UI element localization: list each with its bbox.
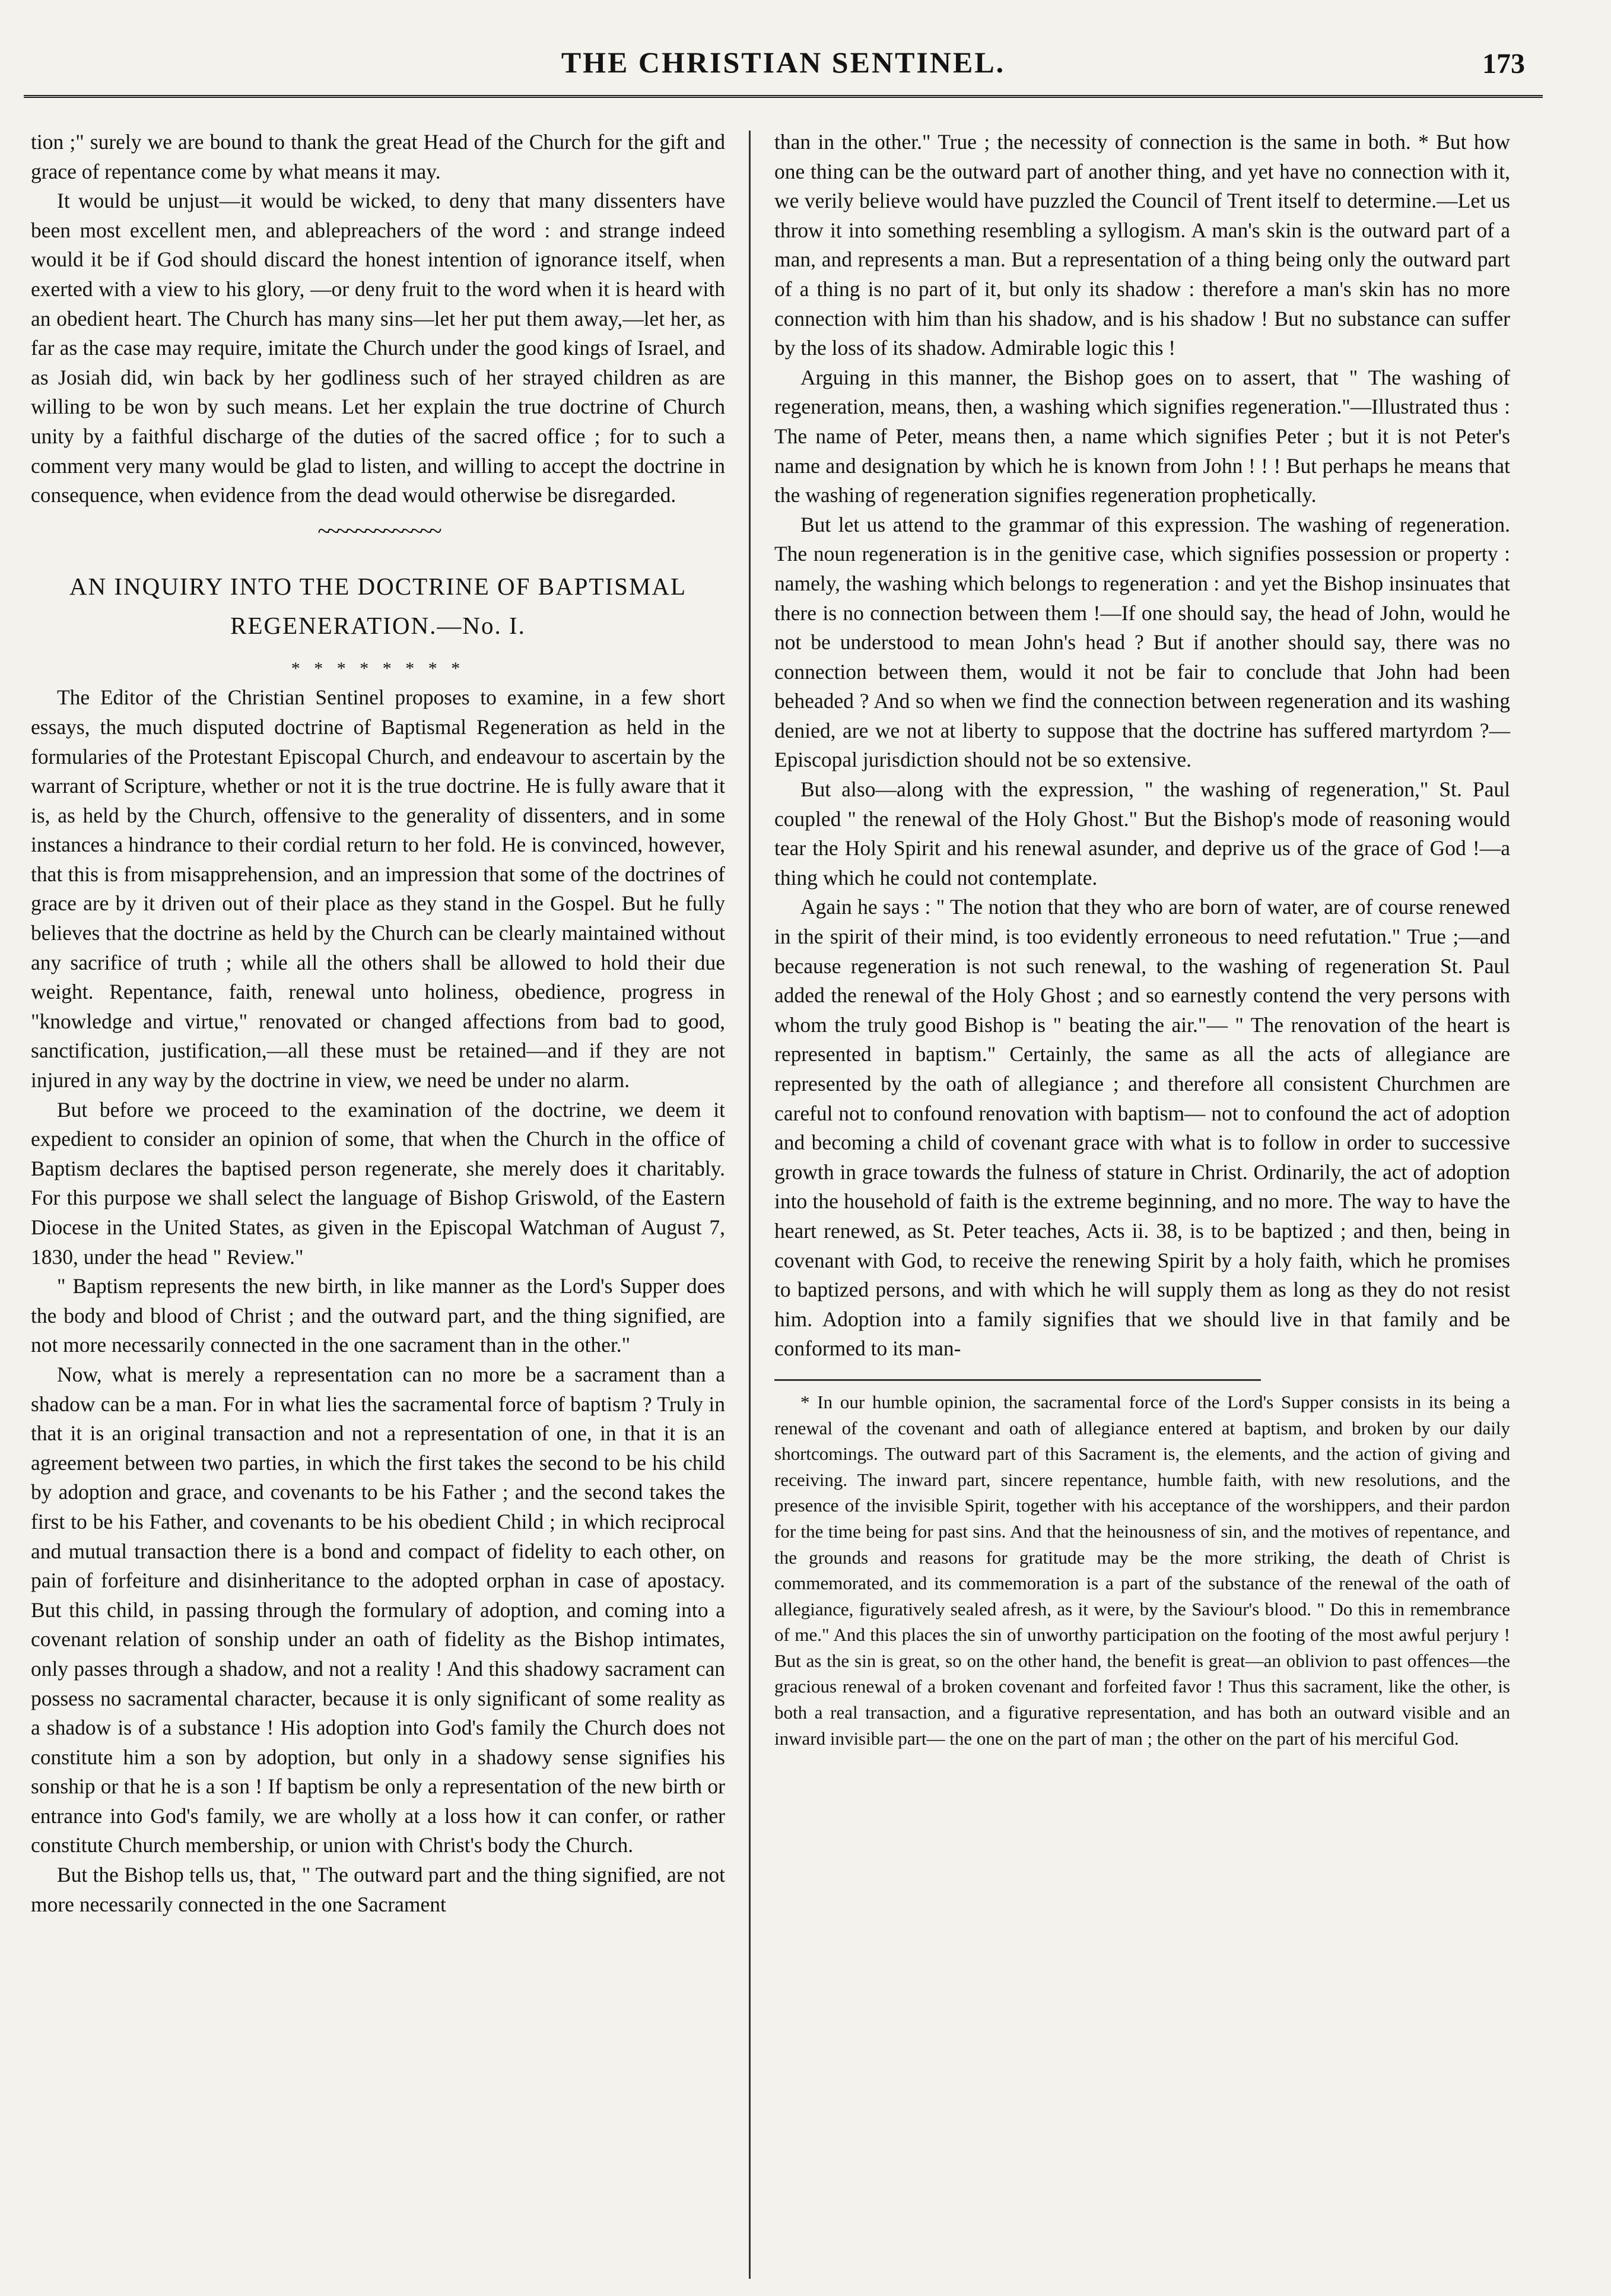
running-title: THE CHRISTIAN SENTINEL. bbox=[561, 46, 1006, 79]
paragraph: The Editor of the Christian Sentinel proposes to examine, in a few short essays, the much disputed doctrine of Baptismal Regeneration as held in the formularies of the Protestant Episcopal Church, and endeavour to ascertain by the warrant of Scripture, whether or not it is the true doctrine. He is fully aware that it is, as held by the Church, offensive to the generality of dissenters, and in some instances a hindrance to their cordial return to her fold. He is convinced, however, that this is from misapprehension, and an impression that some of the doctrines of grace are by it driven out of their place as they stand in the Gospel. But he fully believes that the doctrine as held by the Church can be clearly maintained without any sacrifice of truth ; while all the others shall be allowed to hold their due weight. Repentance, faith, renewal unto holiness, obedience, progress in "knowledge and virtue," renovated or changed affections from bad to good, sanctification, justification,—all these must be retained—and if they are not injured in any way by the doctrine in view, we need be under no alarm. bbox=[31, 685, 725, 1093]
footnote bbox=[774, 1389, 1510, 1751]
title-stars: * * * * * * * * bbox=[291, 659, 465, 679]
left-column bbox=[31, 128, 725, 2228]
section-ornament: ~~~~~~~~~~~~~ bbox=[317, 517, 439, 544]
right-column bbox=[774, 128, 1510, 2228]
paragraph: But the Bishop tells us, that, " The outward part and the thing signified, are not more necessarily connected in the one Sacrament bbox=[31, 1863, 725, 1916]
paragraph: But let us attend to the grammar of this expression. The washing of regeneration. The noun regeneration is in the genitive case, which signifies possession or property : namely, the washing which belongs to regeneration : and yet the Bishop insinuates that there is no connection between them !—If one should say, the head of John, would he not be understood to mean John's head ? But if another should say, there was no connection between them, would it not be fair to conclude that John had been beheaded ? And so when we find the connection between regeneration and its washing denied, are we not at liberty to suppose that the doctrine has suffered martyrdom ?—Episcopal jurisdiction should not be so extensive. bbox=[774, 512, 1510, 772]
page-number: 173 bbox=[1482, 48, 1525, 80]
paragraph: It would be unjust—it would be wicked, to deny that many dissenters have been most excellent men, and ablepreachers of the word : and strange indeed would it be if God should discard the honest intention of ignorance itself, when exerted with a view to his glory, —or deny fruit to the word when it is heard with an obedient heart. The Church has many sins—let her put them away,—let her, as far as the case may require, imitate the Church under the good kings of Israel, and as Josiah did, win back by her godliness such of her strayed children as are willing to be won by such means. Let her explain the true doctrine of Church unity by a faithful discharge of the duties of the sacred office ; for to such a comment very many would be glad to listen, and willing to accept the doctrine in consequence, when evidence from the dead would otherwise be disregarded. bbox=[31, 189, 725, 507]
paragraph: Now, what is merely a representation can no more be a sacrament than a shadow can be a man. For in what lies the sacramental force of baptism ? Truly in that it is an original transaction and not a representation of one, in that it is an agreement between two parties, in which the first takes the second to be his child by adoption and grace, and covenants to be his Father ; and the second takes the first to be his Father, and covenants to be his obedient Child ; in which reciprocal and mutual transaction there is a bond and compact of fidelity to each other, on pain of forfeiture and disinheritance to the adopted orphan in case of apostacy. But this child, in passing through the formulary of adoption, and coming into a covenant relation of sonship under an oath of fidelity as the Bishop intimates, only passes through a shadow, and not a reality ! And this shadowy sacrament can possess no sacramental character, because it is only significant of some reality as a shadow is of a substance ! His adoption into God's family the Church does not constitute him a son by adoption, but only in a shadowy sense signifies his sonship or that he is a son ! If baptism be only a representation of the new birth or entrance into God's family, we are wholly at a loss how it can confer, or rather constitute Church membership, or union with Christ's body the Church. bbox=[31, 1362, 725, 1857]
paragraph: Again he says : " The notion that they who are born of water, are of course renewed in the spirit of their mind, is too evidently erroneous to need refutation." True ;—and because regeneration is not such renewal, to the washing of regeneration St. Paul added the renewal of the Holy Ghost ; and so earnestly contend the very persons with whom the truly good Bishop is " beating the air."— " The renovation of the heart is represented in baptism." Certainly, the same as all the acts of allegiance are represented by the oath of allegiance ; and therefore all consistent Churchmen are careful not to confound renovation with baptism— not to confound the act of adoption and becoming a child of covenant grace with what is to follow in order to successive growth in grace towards the fulness of stature in Christ. Ordinarily, the act of adoption into the household of faith is the extreme beginning, and no more. The way to have the heart renewed, as St. Peter teaches, Acts ii. 38, is to be baptized ; and then, being in covenant with God, to receive the renewing Spirit by a holy faith, which he promises to baptized persons, and with which he will supply them as long as they do not resist him. Adoption into a family signifies that we should live in that family and be conformed to its man- bbox=[774, 895, 1510, 1361]
footnote-rule bbox=[774, 1379, 1261, 1381]
quotation: " Baptism represents the new birth, in like manner as the Lord's Supper does the body and blood of Christ ; and the outward part, and the thing signified, are not more necessarily connected in the one sacrament than in the other." bbox=[31, 1274, 725, 1357]
column-divider bbox=[749, 131, 751, 2279]
paragraph: But before we proceed to the examination of the doctrine, we deem it expedient to consider an opinion of some, that when the Church in the office of Baptism declares the baptised person regenerate, she merely does it charitably. For this purpose we shall select the language of Bishop Griswold, of the Eastern Diocese in the United States, as given in the Episcopal Watchman of August 7, 1830, under the head " Review." bbox=[31, 1097, 725, 1269]
article-title bbox=[31, 567, 725, 645]
paragraph: Arguing in this manner, the Bishop goes on to assert, that " The washing of regeneration, means, then, a washing which signifies regeneration."—Illustrated thus : The name of Peter, means then, a name which signifies Peter ; but it is not Peter's name and designation by which he is known from John ! ! ! But perhaps he means that the washing of regeneration signifies regeneration prophetically. bbox=[774, 365, 1510, 507]
page-header bbox=[24, 42, 1543, 98]
article-title-line: AN INQUIRY INTO THE DOCTRINE OF BAPTISMAL bbox=[69, 573, 687, 601]
paragraph: But also—along with the expression, " the washing of regeneration," St. Paul coupled " the renewal of the Holy Ghost." But the Bishop's mode of reasoning would tear the Holy Spirit and his renewal asunder, and deprive us of the grace of God !—a thing which he could not contemplate. bbox=[774, 777, 1510, 890]
paragraph: tion ;" surely we are bound to thank the great Head of the Church for the gift and grace of repentance come by what means it may. bbox=[31, 130, 725, 183]
paragraph: than in the other." True ; the necessity of connection is the same in both. * But how one thing can be the outward part of another thing, and yet have no connection with it, we verily believe would have puzzled the Council of Trent itself to determine.—Let us throw it into something resembling a syllogism. A man's skin is the outward part of a man, and represents a man. But a representation of a thing being only the outward part of a thing is no part of it, but only its shadow : therefore a man's skin has no more connection with him than his shadow, and is his shadow ! But no substance can suffer by the loss of its shadow. Admirable logic this ! bbox=[774, 130, 1510, 360]
article-title-line: REGENERATION.—No. I. bbox=[230, 612, 526, 640]
footnote-text: * In our humble opinion, the sacramental force of the Lord's Supper consists in its being a renewal of the covenant and oath of allegiance entered at baptism, and broken by our daily shortcomings. The outward part of this Sacrament is, the elements, and the action of giving and receiving. The inward part, sincere repentance, humble faith, with new resolutions, and the presence of the invisible Spirit, together with his acceptance of the worshippers, and their pardon for the time being for past sins. And that the heinousness of sin, and the motives of repentance, and the grounds and reasons for gratitude may be the more striking, the death of Christ is commemorated, and its commemoration is a part of the substance of the renewal of the oath of allegiance, figuratively sealed afresh, as it were, by the Saviour's blood. " Do this in remembrance of me." And this places the sin of unworthy participation on the footing of the most awful perjury ! But as the sin is great, so on the other hand, the benefit is great—an oblivion to past offences—the gracious renewal of a broken covenant and forfeited favor ! Thus this sacrament, like the other, is both a real transaction, and a figurative representation, and has both an outward visible and an inward invisible part— the one on the part of man ; the other on the part of his merciful God. bbox=[774, 1391, 1510, 1749]
